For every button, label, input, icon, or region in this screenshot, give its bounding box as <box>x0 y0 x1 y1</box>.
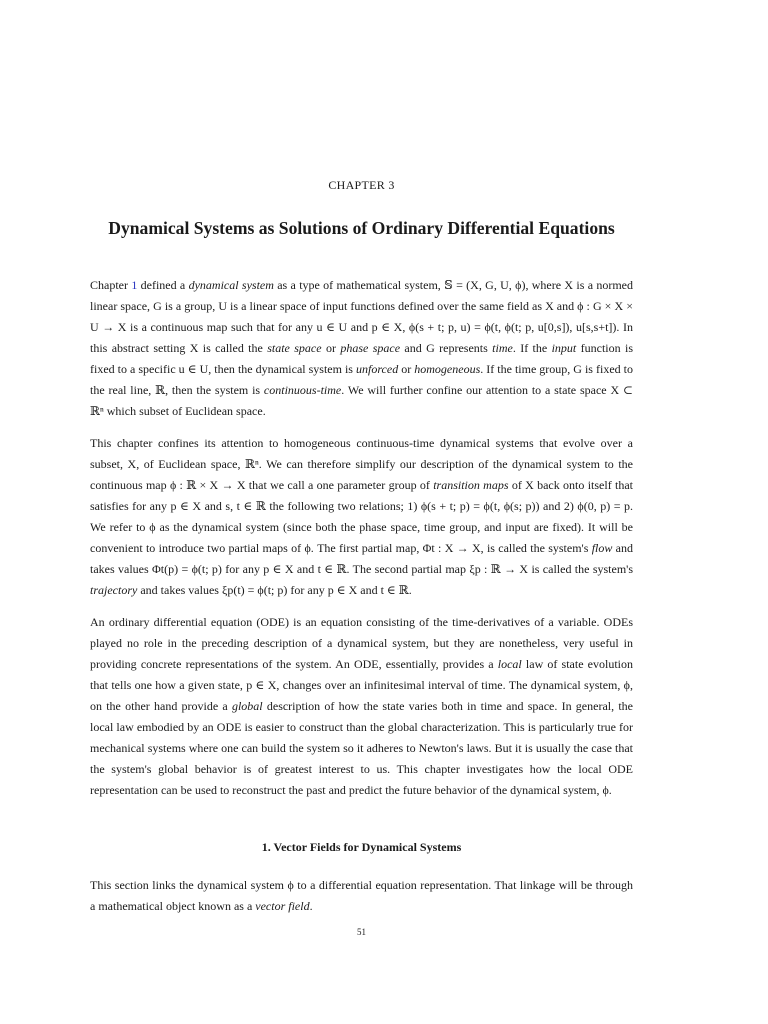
emphasis-phase-space: phase space <box>340 341 401 355</box>
emphasis-continuous-time: continuous-time <box>263 383 342 397</box>
chapter-reference-link[interactable]: 1 <box>131 278 138 292</box>
text-run: . <box>309 899 313 913</box>
emphasis-input: input <box>551 341 577 355</box>
text-run: and takes values ξp(t) = ϕ(t; p) for any p ∈ X and t ∈ ℝ. <box>137 583 412 597</box>
document-page <box>90 0 633 1024</box>
page-number: 51 <box>357 927 366 937</box>
text-run: defined a <box>137 278 189 292</box>
emphasis-global: global <box>231 699 263 713</box>
text-run: This section links the dynamical system ϕ to a differential equation representation. That linkage will be through a mathematical object known as a <box>90 878 633 913</box>
text-run: or <box>321 341 341 355</box>
text-run: function is fixed to a specific u ∈ U, then the dynamical system is <box>90 341 634 376</box>
text-run: . We will further confine our attention to a state space X ⊂ ℝⁿ which subset of Euclidean space. <box>90 383 633 418</box>
emphasis-unforced: unforced <box>356 362 399 376</box>
text-run: and takes values Φt(p) = ϕ(t; p) for any p ∈ X and t ∈ ℝ. The second partial map ξp : ℝ → X is called the system's <box>90 541 633 576</box>
text-run: This chapter confines its attention to homogeneous continuous-time dynamical systems that evolve over a subset, X, of Euclidean space, ℝⁿ. We can therefore simplify our description of the dynamical system to the continuous map ϕ : ℝ × X → X that we call a one parameter group of <box>90 436 633 492</box>
emphasis-vector-field: vector field <box>255 899 310 913</box>
emphasis-transition-maps: transition maps <box>433 478 509 492</box>
emphasis-dynamical-system: dynamical system <box>188 278 274 292</box>
section-heading: 1. Vector Fields for Dynamical Systems <box>261 840 462 854</box>
chapter-title: Dynamical Systems as Solutions of Ordinary Differential Equations <box>108 218 615 238</box>
paragraph-3 <box>90 612 633 801</box>
emphasis-flow: flow <box>591 541 613 555</box>
section-body <box>90 875 633 917</box>
text-run: description of how the state varies both in time and space. In general, the local law embodied by an ODE is easier to construct than the global characterization. This is particularly true for mechanical systems where one can build the system so it adheres to Newton's laws. But it is usually the case that the system's global behavior is of greatest interest to us. This chapter investigates how the local ODE representation can be used to reconstruct the past and predict the future behavior of the dynamical system, ϕ. <box>90 699 633 797</box>
emphasis-homogeneous: homogeneous <box>414 362 481 376</box>
text-run: as a type of mathematical system, 𝕊 = (X, G, U, ϕ), where X is a normed linear space, G is a group, U is a linear space of input functions defined over the same field as X and ϕ : G × X × U → X is a continuous map such that for any u ∈ U and p ∈ X, ϕ(s + t; p, u) = ϕ(t, ϕ(t; p, u[0,s]), u[s,s+t]). In this abstract setting X is called the <box>90 278 634 355</box>
emphasis-local: local <box>497 657 522 671</box>
paragraph-1 <box>90 275 633 422</box>
text-run: An ordinary differential equation (ODE) is an equation consisting of the time-derivatives of a variable. ODEs played no role in the preceding description of a dynamical system, but they are nonetheless, very useful in providing concrete representations of the system. An ODE, essentially, provides a <box>90 615 633 671</box>
emphasis-time: time <box>492 341 513 355</box>
paragraph-2 <box>90 433 633 601</box>
section-paragraph-1 <box>90 875 633 917</box>
text-run: . If the <box>512 341 552 355</box>
text-run: . If the time group, G is fixed to the real line, ℝ, then the system is <box>90 362 634 397</box>
text-run: or <box>398 362 415 376</box>
text-run: law of state evolution that tells one how a given state, p ∈ X, changes over an infinitesimal interval of time. The dynamical system, ϕ, on the other hand provide a <box>90 657 634 713</box>
chapter-label: CHAPTER 3 <box>328 178 395 192</box>
emphasis-state-space: state space <box>267 341 322 355</box>
text-run: Chapter <box>90 278 132 292</box>
text-run: of X back onto itself that satisfies for any p ∈ X and s, t ∈ ℝ the following two relations; 1) ϕ(s + t; p) = ϕ(t, ϕ(s; p)) and 2) ϕ(0, p) = p. We refer to ϕ as the dynamical system (since both the phase space, time group, and input are fixed). It will be convenient to introduce two partial maps of ϕ. The first partial map, Φt : X → X, is called the system's <box>90 478 633 555</box>
emphasis-trajectory: trajectory <box>90 583 138 597</box>
chapter-body <box>90 275 633 812</box>
text-run: and G represents <box>400 341 493 355</box>
